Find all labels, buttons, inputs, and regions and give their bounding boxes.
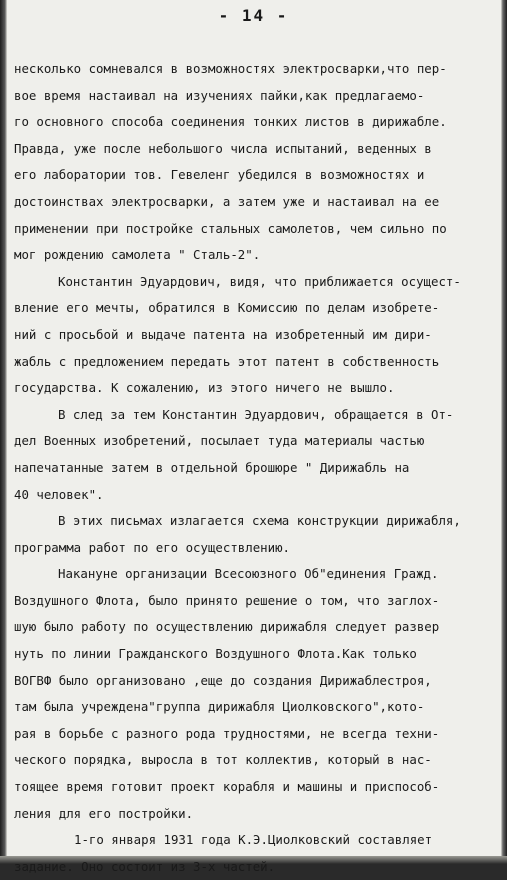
text-line: напечатанные затем в отдельной брошюре " Дирижабль на — [14, 459, 410, 475]
text-line: Накануне организации Всесоюзного Об"единения Гражд. — [58, 566, 439, 582]
text-line: ВОГВФ было организовано ,еще до создания Дирижаблестроя, — [14, 672, 432, 688]
text-line: Правда, уже после небольшого числа испытаний, веденных в — [14, 140, 432, 156]
text-line: 40 человек". — [14, 486, 104, 502]
text-line: ления для его постройки. — [14, 805, 194, 821]
text-line: там была учреждена"группа дирижабля Циолковского",кото- — [14, 699, 425, 715]
text-line: В след за тем Константин Эдуардович, обращается в От- — [58, 406, 454, 422]
text-line: нуть по линии Гражданского Воздушного Флота.Как только — [14, 646, 417, 662]
text-line: применении при постройке стальных самолетов, чем сильно по — [14, 220, 447, 236]
page-number: - 14 - — [218, 6, 289, 25]
scan-edge-left — [0, 0, 7, 864]
text-line: ческого порядка, выросла в тот коллектив, который в нас- — [14, 752, 432, 768]
text-line: шую было работу по осуществлению дирижабля следует развер — [14, 619, 440, 635]
text-line: задание. Оно состоит из 3-х частей. — [14, 858, 276, 874]
text-line: вление его мечты, обратился в Комиссию по делам изобрете- — [14, 300, 440, 316]
text-line: Константин Эдуардович, видя, что приближается осущест- — [58, 273, 461, 289]
text-line: тоящее время готовит проект корабля и машины и приспособ- — [14, 779, 440, 795]
text-line: рая в борьбе с разного рода трудностями, не всегда техни- — [14, 725, 440, 741]
text-line: Воздушного Флота, было принято решение о том, что заглох- — [14, 592, 440, 608]
text-line: государства. К сожалению, из этого ничего не вышло. — [14, 380, 395, 396]
text-line: В этих письмах излагается схема конструкции дирижабля, — [58, 513, 461, 529]
text-line: мог рождению самолета " Сталь-2". — [14, 247, 261, 263]
text-line: 1-го января 1931 года К.Э.Циолковский составляет — [74, 832, 433, 848]
text-line: ний с просьбой и выдаче патента на изобретенный им дири- — [14, 326, 432, 342]
text-line: достоинствах электросварки, а затем уже и настаивал на ее — [14, 193, 440, 209]
text-line: несколько сомневался в возможностях электросварки,что пер- — [14, 61, 447, 76]
text-line: го основного способа соединения тонких листов в дирижабле. — [14, 114, 447, 130]
text-line: его лаборатории тов. Гевеленг убедился в возможностях и — [14, 167, 425, 183]
text-line: программа работ по его осуществлению. — [14, 539, 291, 555]
document-body — [14, 56, 502, 880]
text-line: дел Военных изобретений, посылает туда материалы частью — [14, 433, 425, 449]
text-line: жабль с предложением передать этот патент в собственность — [14, 353, 440, 369]
text-line: вое время настаивал на изучениях пайки,как предлагаемо- — [14, 87, 425, 103]
